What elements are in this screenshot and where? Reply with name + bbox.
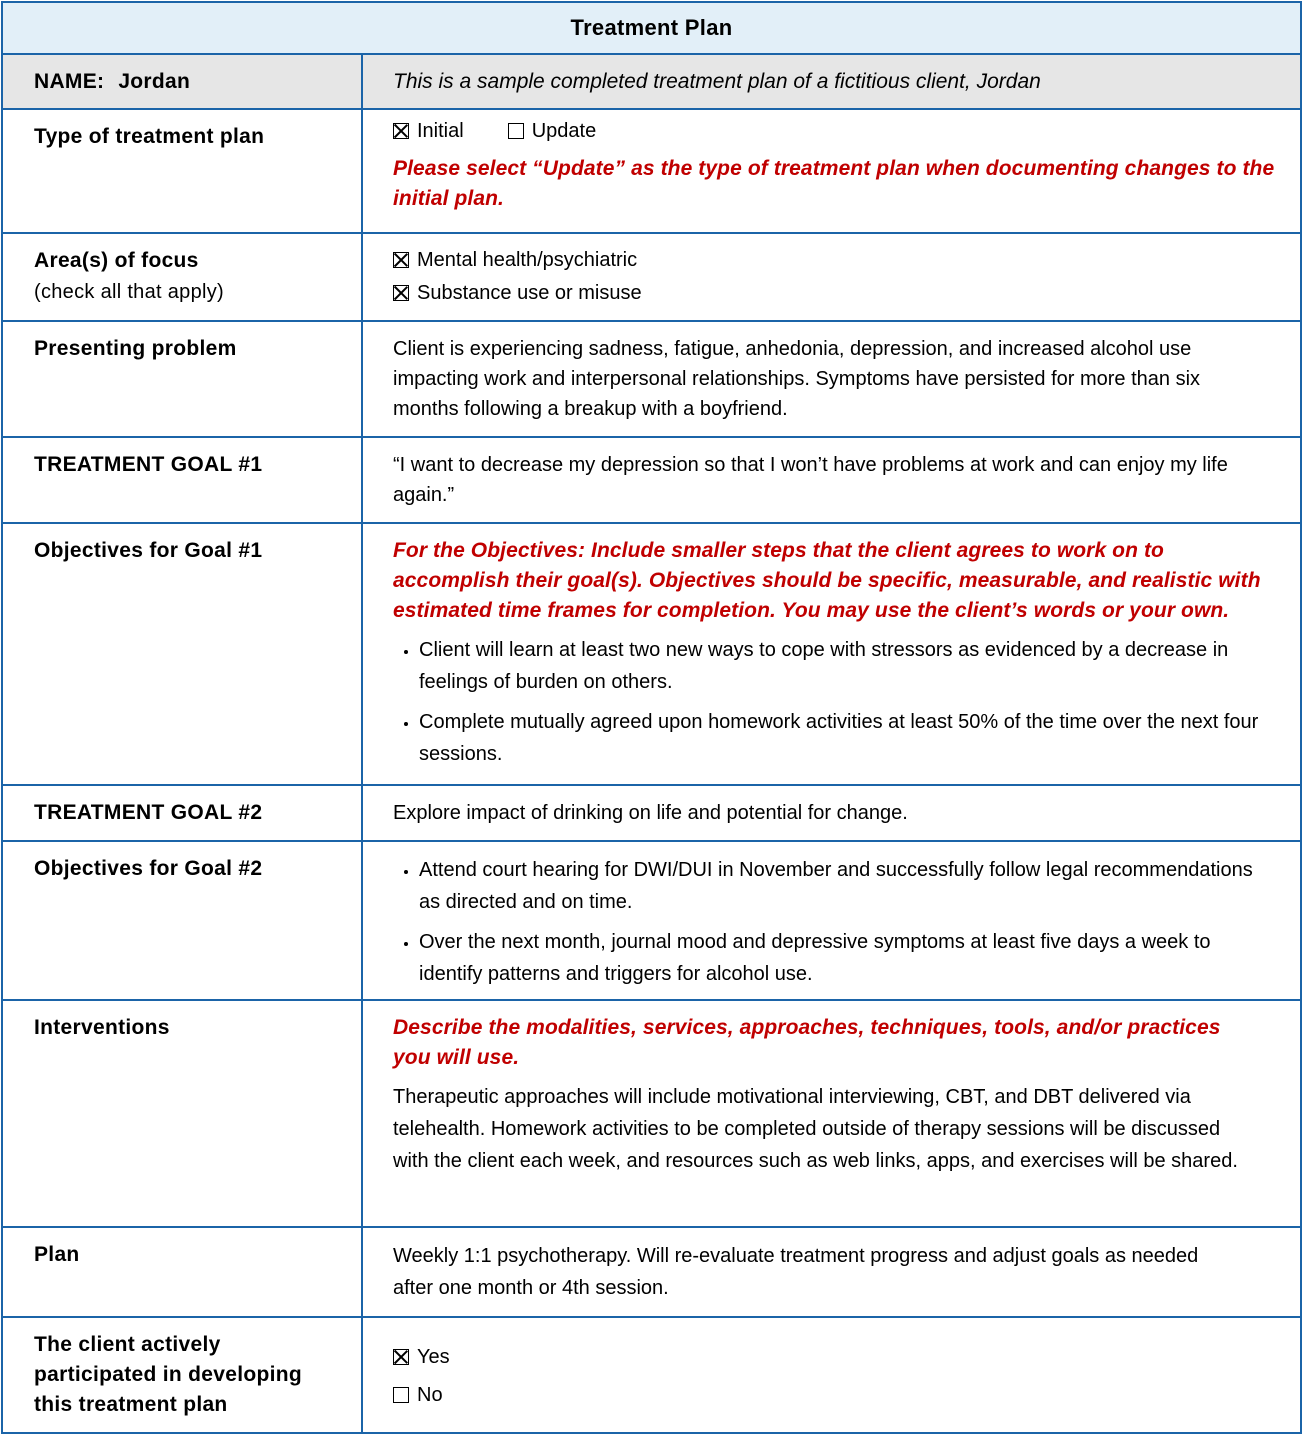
no-label: No: [417, 1384, 443, 1406]
empty-box-icon: [393, 1387, 409, 1403]
empty-box-icon: [508, 123, 524, 139]
objectives1-label: Objectives for Goal #1: [2, 523, 362, 785]
type-of-plan-label: Type of treatment plan: [2, 109, 362, 233]
presenting-problem-label: Presenting problem: [2, 321, 362, 437]
substance-use-checkbox[interactable]: [393, 276, 1280, 309]
title-row: [2, 2, 1301, 54]
mental-health-label: Mental health/psychiatric: [417, 248, 638, 271]
areas-of-focus-row: [2, 233, 1301, 321]
plan-text: Weekly 1:1 psychotherapy. Will re-evaluate treatment progress and adjust goals as needed after one month or 4th session.: [362, 1227, 1301, 1317]
name-label: NAME:: [34, 69, 105, 93]
no-checkbox[interactable]: [393, 1376, 1280, 1414]
objectives-instruction: For the Objectives: Include smaller steps that the client agrees to work on to accomplish their goal(s). Objectives should be specific, measurable, and realistic with estimated time frames for completion. You may use the client’s words or your own.: [393, 539, 1261, 622]
objectives1-value: [362, 523, 1301, 785]
interventions-text: Therapeutic approaches will include motivational interviewing, CBT, and DBT delivered via telehealth. Homework activities to be completed outside of therapy sessions will be discussed with the client each week, and resources such as web links, apps, and exercises will be shared.: [393, 1086, 1238, 1172]
plan-type-options: [393, 120, 1280, 142]
list-item: • Complete mutually agreed upon homework activities at least 50% of the time over the next four sessions.: [419, 706, 1280, 770]
mental-health-checkbox[interactable]: [393, 243, 1280, 276]
update-label: Update: [531, 120, 597, 142]
objectives1-list: [393, 634, 1280, 770]
treatment-plan-table: [1, 1, 1302, 1434]
goal2-row: [2, 785, 1301, 841]
client-name: Jordan: [118, 69, 191, 93]
yes-checkbox[interactable]: [393, 1338, 1280, 1376]
goal2-text: Explore impact of drinking on life and potential for change.: [362, 785, 1301, 841]
objectives2-row: [2, 841, 1301, 1000]
list-item: • Over the next month, journal mood and depressive symptoms at least five days a week to identify patterns and triggers for alcohol use.: [419, 926, 1255, 990]
goal2-label: TREATMENT GOAL #2: [2, 785, 362, 841]
name-row: [2, 54, 1301, 109]
type-of-plan-value: [362, 109, 1301, 233]
interventions-label: Interventions: [2, 1000, 362, 1227]
spacer: [393, 1073, 1240, 1081]
areas-of-focus-sublabel: (check all that apply): [34, 281, 225, 303]
goal1-label: TREATMENT GOAL #1: [2, 437, 362, 523]
presenting-problem-text: Client is experiencing sadness, fatigue, anhedonia, depression, and increased alcohol use impacting work and interpersonal relationships. Symptoms have persisted for more than six months following a breakup with a boyfriend.: [362, 321, 1301, 437]
update-instruction: Please select “Update” as the type of treatment plan when documenting changes to the initial plan.: [393, 157, 1275, 210]
sample-note: This is a sample completed treatment plan of a fictitious client, Jordan: [362, 54, 1301, 109]
list-item: • Client will learn at least two new ways to cope with stressors as evidenced by a decrease in feelings of burden on others.: [419, 634, 1280, 698]
objectives2-list: [393, 854, 1255, 990]
substance-use-label: Substance use or misuse: [417, 281, 642, 304]
list-item: • Attend court hearing for DWI/DUI in November and successfully follow legal recommendations as directed and on time.: [419, 854, 1255, 918]
plan-row: [2, 1227, 1301, 1317]
table-title: Treatment Plan: [2, 2, 1301, 54]
presenting-problem-row: [2, 321, 1301, 437]
update-checkbox[interactable]: [508, 116, 597, 146]
name-cell: [2, 54, 362, 109]
areas-of-focus-value: [362, 233, 1301, 321]
areas-of-focus-label-cell: [2, 233, 362, 321]
interventions-row: [2, 1000, 1301, 1227]
yes-label: Yes: [417, 1346, 450, 1368]
interventions-instruction: Describe the modalities, services, approaches, techniques, tools, and/or practices you will use.: [393, 1016, 1221, 1069]
participation-value: [362, 1317, 1301, 1433]
participation-label: The client actively participated in developing this treatment plan: [2, 1317, 362, 1433]
objectives1-row: [2, 523, 1301, 785]
type-of-plan-row: [2, 109, 1301, 233]
checked-box-icon: [393, 285, 409, 301]
checked-box-icon: [393, 1349, 409, 1365]
areas-of-focus-label: Area(s) of focus: [34, 249, 199, 272]
objectives2-value: [362, 841, 1301, 1000]
goal1-text: “I want to decrease my depression so that I won’t have problems at work and can enjoy my life again.”: [362, 437, 1301, 523]
plan-label: Plan: [2, 1227, 362, 1317]
interventions-value: [362, 1000, 1301, 1227]
goal1-row: [2, 437, 1301, 523]
initial-label: Initial: [417, 120, 464, 142]
checked-box-icon: [393, 123, 409, 139]
initial-checkbox[interactable]: [393, 116, 464, 146]
checked-box-icon: [393, 252, 409, 268]
participation-row: [2, 1317, 1301, 1433]
objectives2-label: Objectives for Goal #2: [2, 841, 362, 1000]
spacer: [393, 626, 1280, 634]
